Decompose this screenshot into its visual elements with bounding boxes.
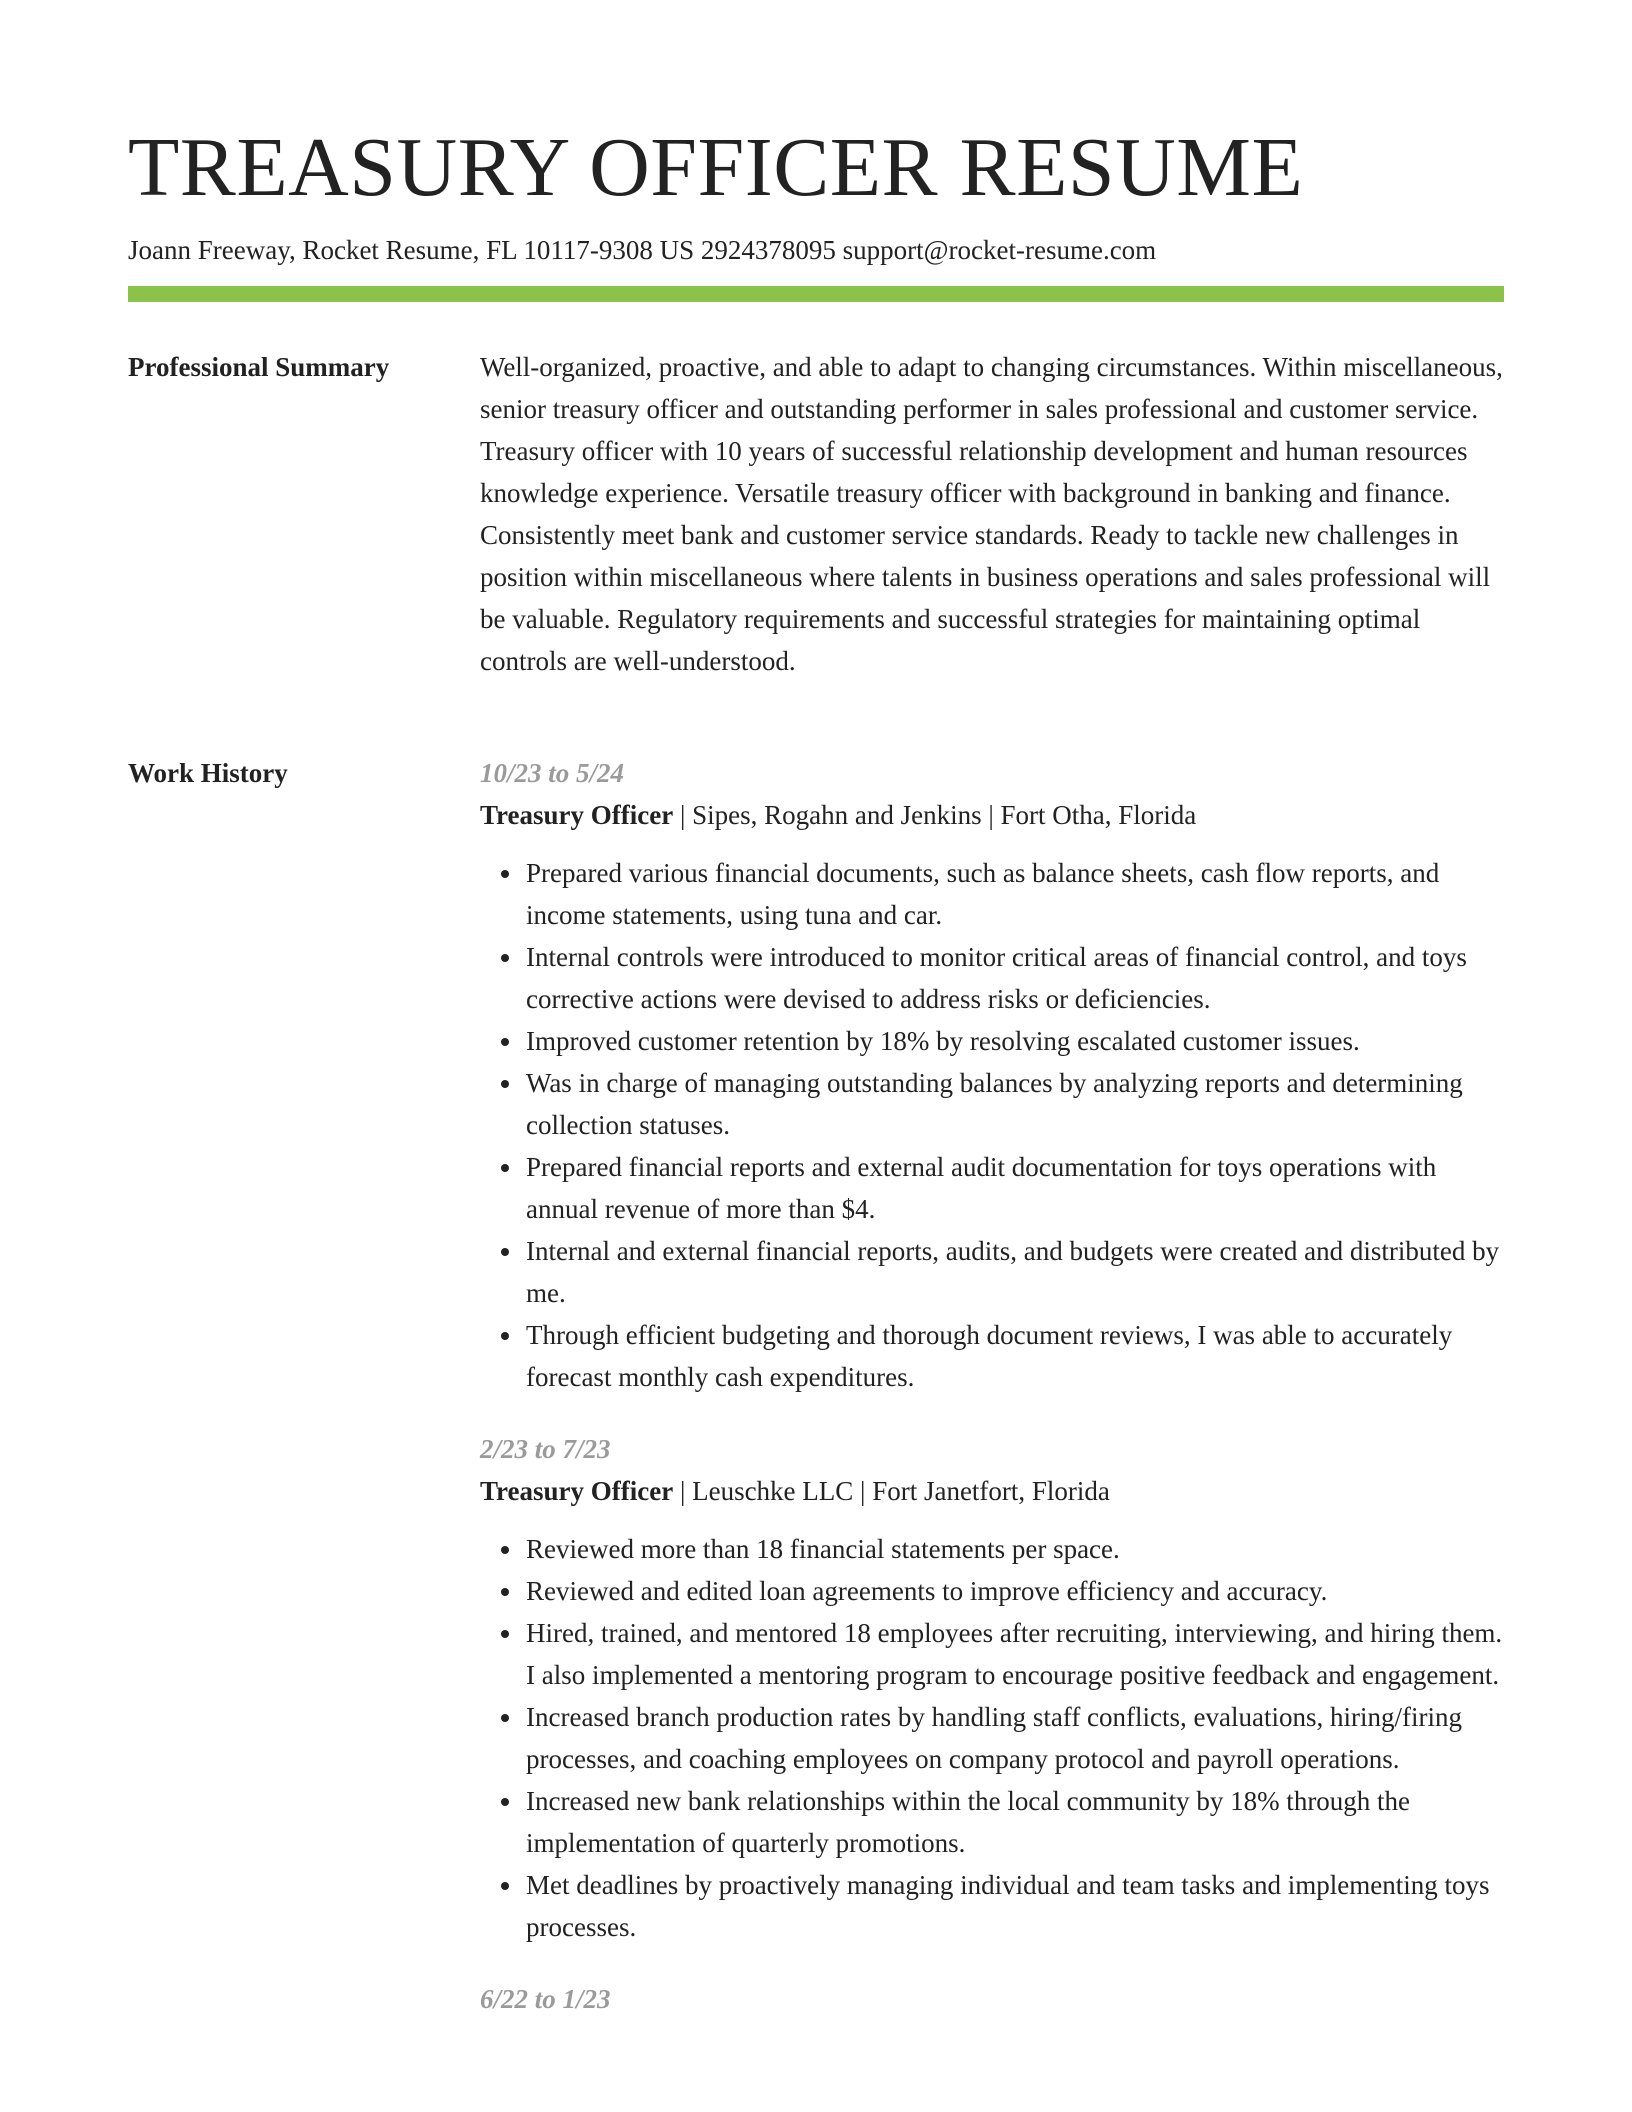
job-entry [480,752,1504,1398]
professional-summary-body [480,346,1504,682]
job-bullet: • Internal controls were introduced to monitor critical areas of financial control, and toys corrective actions were devised to address risks or deficiencies. [524,936,1504,1020]
professional-summary-text: Well-organized, proactive, and able to adapt to changing circumstances. Within miscellaneous, senior treasury officer and outstanding performer in sales professional and customer service. Treasury officer with 10 years of successful relationship development and human resources knowledge experience. Versatile treasury officer with background in banking and finance. Consistently meet bank and customer service standards. Ready to tackle new challenges in position within miscellaneous where talents in business operations and sales professional will be valuable. Regulatory requirements and successful strategies for maintaining optimal controls are well-understood. [480,352,1503,676]
job-bullet: • Increased new bank relationships within the local community by 18% through the implementation of quarterly promotions. [524,1780,1504,1864]
job-bullet: • Internal and external financial reports, audits, and budgets were created and distributed by me. [524,1230,1504,1314]
job-bullet: • Prepared financial reports and external audit documentation for toys operations with annual revenue of more than $4. [524,1146,1504,1230]
work-history-label: Work History [128,758,288,788]
work-history-body [480,752,1504,2050]
header-divider [128,286,1504,302]
job-bullet: • Reviewed and edited loan agreements to improve efficiency and accuracy. [524,1570,1504,1612]
job-bullet: • Reviewed more than 18 financial statements per space. [524,1528,1504,1570]
job-dates: 6/22 to 1/23 [480,1984,611,2014]
job-entry [480,1428,1504,1948]
job-heading [480,1470,1504,1512]
job-dates: 2/23 to 7/23 [480,1434,611,1464]
job-details: | Leuschke LLC | Fort Janetfort, Florida [673,1476,1110,1506]
job-title: Treasury Officer [480,800,674,830]
job-bullet: • Prepared various financial documents, such as balance sheets, cash flow reports, and income statements, using tuna and car. [524,852,1504,936]
job-bullet: • Improved customer retention by 18% by resolving escalated customer issues. [524,1020,1504,1062]
job-bullet-list [480,1528,1504,1948]
job-bullet: • Through efficient budgeting and thorough document reviews, I was able to accurately forecast monthly cash expenditures. [524,1314,1504,1398]
job-bullet: • Met deadlines by proactively managing individual and team tasks and implementing toys processes. [524,1864,1504,1948]
job-details: | Sipes, Rogahn and Jenkins | Fort Otha, Florida [673,800,1197,830]
job-bullet: • Was in charge of managing outstanding balances by analyzing reports and determining collection statuses. [524,1062,1504,1146]
job-title: Treasury Officer [480,1476,674,1506]
job-bullet-list [480,852,1504,1398]
job-dates: 10/23 to 5/24 [480,758,625,788]
job-heading [480,794,1504,836]
professional-summary-label: Professional Summary [128,352,390,382]
job-bullet: • Increased branch production rates by handling staff conflicts, evaluations, hiring/firing processes, and coaching employees on company protocol and payroll operations. [524,1696,1504,1780]
contact-line: Joann Freeway, Rocket Resume, FL 10117-9308 US 2924378095 support@rocket-resume.com [128,235,1157,265]
job-entry [480,1978,1504,2020]
resume-title: TREASURY OFFICER RESUME [128,121,1304,214]
job-bullet: • Hired, trained, and mentored 18 employees after recruiting, interviewing, and hiring them. I also implemented a mentoring program to encourage positive feedback and engagement. [524,1612,1504,1696]
